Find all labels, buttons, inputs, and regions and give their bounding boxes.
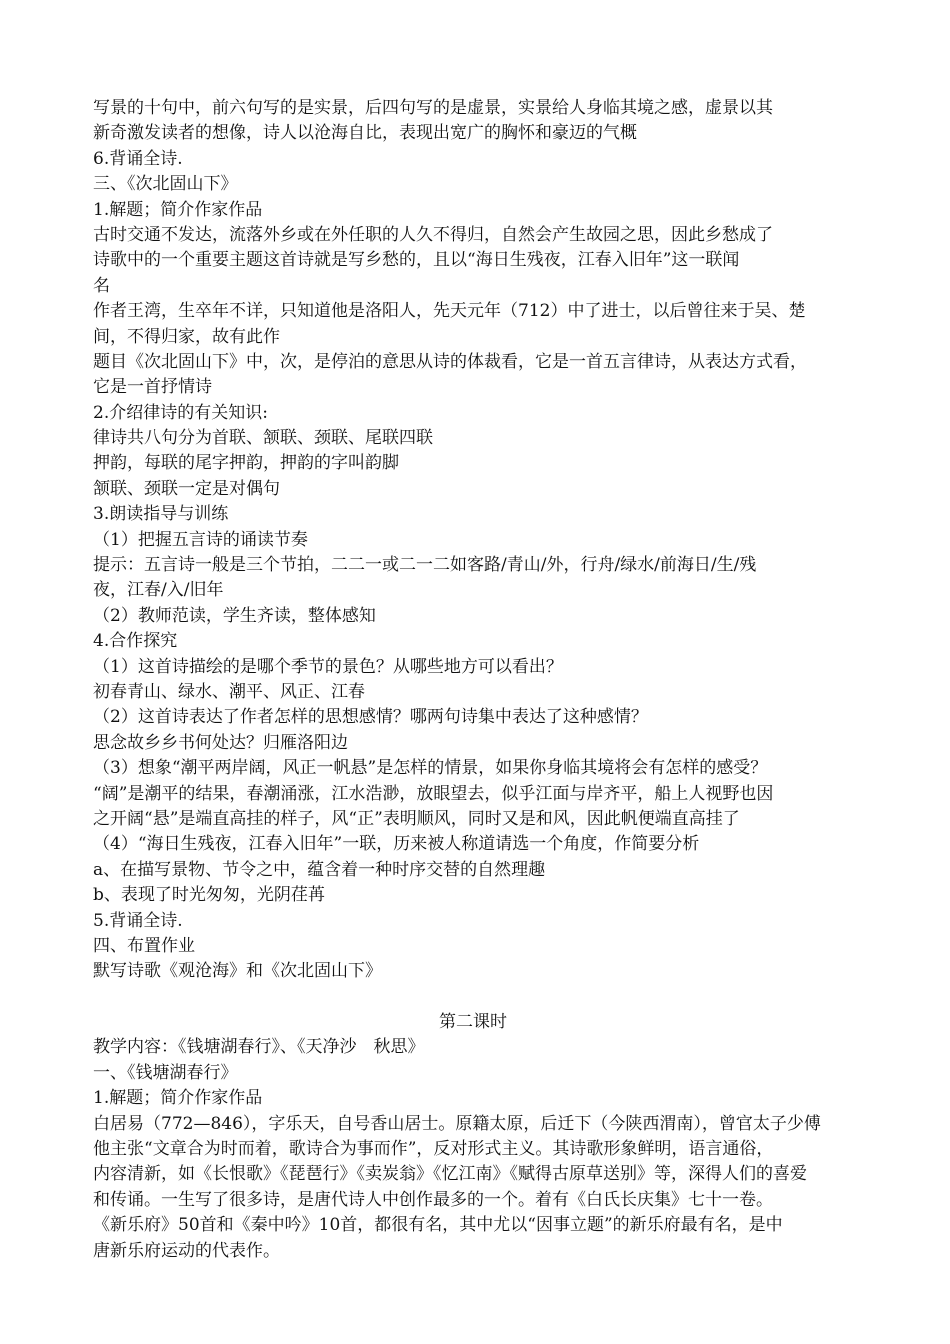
- text-line: 提示：五言诗一般是三个节拍，二二一或二一二如客路/青山/外，行舟/绿水/前海日/生/残: [93, 555, 757, 576]
- text-line: 思念故乡乡书何处达？归雁洛阳边: [93, 732, 348, 753]
- text-line: 教学内容：《钱塘湖春行》、《天净沙 秋思》: [93, 1037, 425, 1058]
- text-line: 5.背诵全诗.: [93, 910, 183, 931]
- text-line: 2.介绍律诗的有关知识:: [93, 402, 268, 423]
- text-line: 白居易（772—846），字乐天，自号香山居士。原籍太原，后迁下（今陕西渭南），曾官太子少傅: [93, 1113, 821, 1134]
- text-line: 他主张“文章合为时而着，歌诗合为事而作”，反对形式主义。其诗歌形象鲜明，语言通俗，: [93, 1139, 774, 1160]
- text-line: 它是一首抒情诗: [93, 377, 212, 398]
- text-line: 三、《次北固山下》: [93, 174, 238, 195]
- text-line: 一、《钱塘湖春行》: [93, 1062, 238, 1083]
- text-line: 诗歌中的一个重要主题这首诗就是写乡愁的，且以“海日生残夜，江春入旧年”这一联闻: [93, 250, 740, 271]
- text-line: （2）这首诗表达了作者怎样的思想感情？哪两句诗集中表达了这种感情？: [93, 707, 648, 728]
- text-line: 颔联、颈联一定是对偶句: [93, 478, 280, 499]
- text-line: 1.解题；简介作家作品: [93, 1088, 263, 1109]
- text-line: 四、布置作业: [93, 935, 195, 956]
- text-line: 4.合作探究: [93, 631, 178, 652]
- text-line: 押韵，每联的尾字押韵，押韵的字叫韵脚: [93, 453, 399, 474]
- text-line: 初春青山、绿水、潮平、风正、江春: [93, 681, 365, 702]
- text-line: 之开阔“悬”是端直高挂的样子，风“正”表明顺风，同时又是和风，因此帆便端直高挂了: [93, 808, 740, 829]
- lesson-part-1: [93, 96, 853, 985]
- text-line: 作者王湾，生卒年不详，只知道他是洛阳人，先天元年（712）中了进士，以后曾往来于吴、楚: [93, 301, 806, 322]
- text-line: 和传诵。一生写了很多诗，是唐代诗人中创作最多的一个。着有《白氏长庆集》七十一卷。: [93, 1189, 773, 1210]
- document-page: [93, 96, 853, 1264]
- text-line: 内容清新，如《长恨歌》《琵琶行》《卖炭翁》《忆江南》《赋得古原草送别》等，深得人们的喜爱: [93, 1164, 807, 1185]
- text-line: 间，不得归家，故有此作: [93, 326, 280, 347]
- text-line: 写景的十句中，前六句写的是实景，后四句写的是虚景，实景给人身临其境之感，虚景以其: [93, 98, 773, 118]
- text-line: （3）想象“潮平两岸阔，风正一帆悬”是怎样的情景，如果你身临其境将会有怎样的感受？: [93, 758, 768, 779]
- blank-line: [93, 985, 853, 1010]
- text-line: 1.解题；简介作家作品: [93, 199, 263, 220]
- text-line: 默写诗歌《观沧海》和《次北固山下》: [93, 961, 382, 982]
- text-line: 夜，江春/入/旧年: [93, 580, 224, 601]
- text-line: 3.朗读指导与训练: [93, 504, 229, 525]
- section-title: 第二课时: [439, 1012, 507, 1033]
- text-line: 律诗共八句分为首联、颔联、颈联、尾联四联: [93, 428, 433, 449]
- text-line: 新奇激发读者的想像，诗人以沧海自比，表现出宽广的胸怀和豪迈的气概: [93, 123, 637, 144]
- text-line: 6.背诵全诗.: [93, 148, 183, 169]
- text-line: 《新乐府》50首和《秦中吟》10首，都很有名，其中尤以“因事立题”的新乐府最有名，是中: [93, 1215, 783, 1236]
- text-line: （4）“海日生残夜，江春入旧年”一联，历来被人称道请选一个角度，作简要分析: [93, 834, 700, 855]
- text-line: 古时交通不发达，流落外乡或在外任职的人久不得归，自然会产生故园之思，因此乡愁成了: [93, 224, 773, 245]
- text-line: b、表现了时光匆匆，光阴荏苒: [93, 885, 325, 906]
- text-line: 唐新乐府运动的代表作。: [93, 1240, 280, 1261]
- text-line: “阔”是潮平的结果，春潮涌涨，江水浩渺，放眼望去，似乎江面与岸齐平，船上人视野也因: [93, 783, 774, 804]
- text-line: 名: [93, 275, 110, 296]
- text-line: （1）把握五言诗的诵读节奏: [93, 529, 308, 550]
- text-line: （2）教师范读，学生齐读，整体感知: [93, 605, 376, 626]
- text-line: a、在描写景物、节令之中，蕴含着一种时序交替的自然理趣: [93, 859, 546, 880]
- lesson-part-2: [93, 1035, 853, 1264]
- text-line: 题目《次北固山下》中，次，是停泊的意思从诗的体裁看，它是一首五言律诗，从表达方式看，: [93, 351, 807, 372]
- text-line: （1）这首诗描绘的是哪个季节的景色？从哪些地方可以看出？: [93, 656, 563, 677]
